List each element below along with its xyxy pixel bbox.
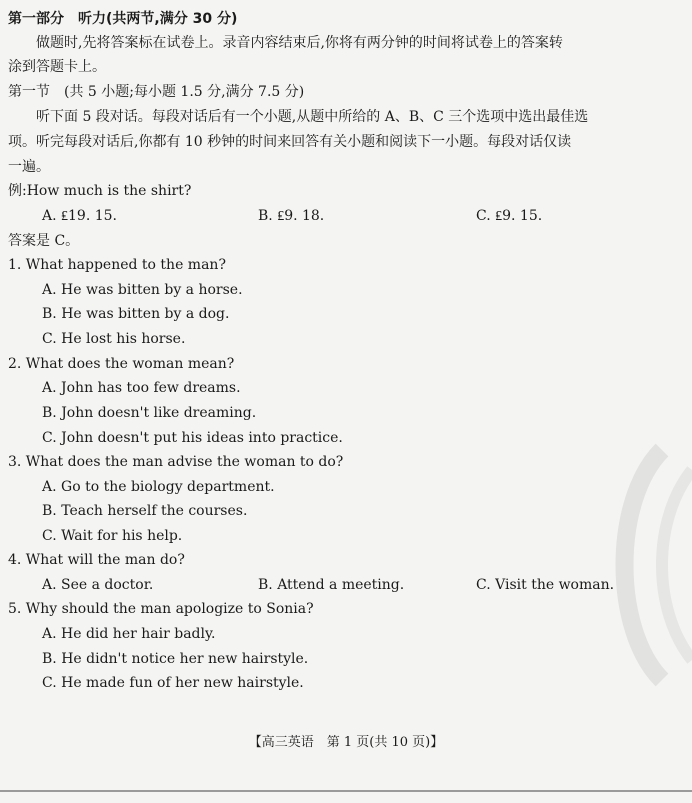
part-intro-line-2: 涂到答题卡上。 bbox=[8, 59, 106, 75]
q5-option-b: B. He didn't notice her new hairstyle. bbox=[42, 651, 309, 667]
q5-option-a: A. He did her hair badly. bbox=[42, 626, 216, 642]
q4-option-b: B. Attend a meeting. bbox=[258, 577, 405, 593]
question-1: 1. What happened to the man? bbox=[8, 257, 226, 273]
q3-option-a: A. Go to the biology department. bbox=[42, 479, 275, 495]
q1-option-c: C. He lost his horse. bbox=[42, 331, 186, 347]
q1-option-b: B. He was bitten by a dog. bbox=[42, 306, 230, 322]
q3-option-c: C. Wait for his help. bbox=[42, 528, 183, 544]
part-intro-line-1: 做题时,先将答案标在试卷上。录音内容结束后,你将有两分钟的时间将试卷上的答案转 bbox=[36, 35, 563, 51]
watermark-seal-icon bbox=[592, 440, 692, 690]
section-title: 第一节 (共 5 小题;每小题 1.5 分,满分 7.5 分) bbox=[8, 84, 305, 100]
question-5: 5. Why should the man apologize to Sonia? bbox=[8, 601, 314, 617]
example-option-c: C. ₤9. 15. bbox=[476, 208, 543, 224]
q1-option-a: A. He was bitten by a horse. bbox=[42, 282, 243, 298]
q3-option-b: B. Teach herself the courses. bbox=[42, 503, 248, 519]
example-option-a: A. ₤19. 15. bbox=[42, 208, 117, 224]
example-answer: 答案是 C。 bbox=[8, 233, 80, 249]
example-question: 例:How much is the shirt? bbox=[8, 183, 192, 199]
q2-option-a: A. John has too few dreams. bbox=[42, 380, 241, 396]
section-instruction-line-3: 一遍。 bbox=[8, 159, 50, 175]
q4-option-c: C. Visit the woman. bbox=[476, 577, 615, 593]
page-footer: 【高三英语 第 1 页(共 10 页)】 bbox=[248, 735, 444, 750]
section-instruction-line-2: 项。听完每段对话后,你都有 10 秒钟的时间来回答有关小题和阅读下一小题。每段对话仅读 bbox=[8, 134, 572, 150]
section-instruction-line-1: 听下面 5 段对话。每段对话后有一个小题,从题中所给的 A、B、C 三个选项中选出最佳选 bbox=[36, 109, 589, 125]
example-option-b: B. ₤9. 18. bbox=[258, 208, 325, 224]
question-3: 3. What does the man advise the woman to do? bbox=[8, 454, 344, 470]
q2-option-b: B. John doesn't like dreaming. bbox=[42, 405, 257, 421]
question-2: 2. What does the woman mean? bbox=[8, 356, 235, 372]
q4-option-a: A. See a doctor. bbox=[42, 577, 154, 593]
q2-option-c: C. John doesn't put his ideas into practice. bbox=[42, 430, 343, 446]
part-title: 第一部分 听力(共两节,满分 30 分) bbox=[8, 11, 238, 27]
question-4: 4. What will the man do? bbox=[8, 552, 185, 568]
bottom-divider bbox=[0, 790, 692, 792]
q5-option-c: C. He made fun of her new hairstyle. bbox=[42, 675, 304, 691]
